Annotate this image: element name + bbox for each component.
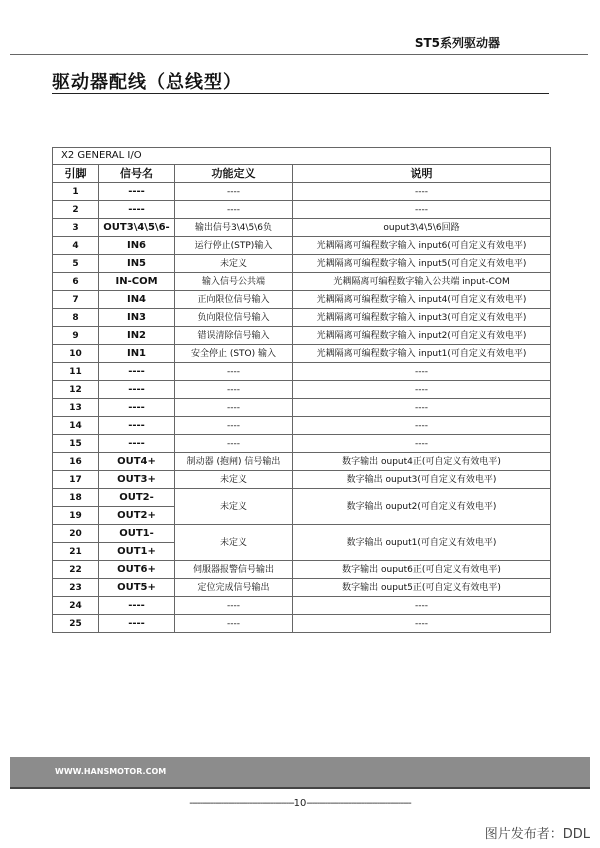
signal-name: IN6 <box>99 237 175 255</box>
table-row <box>53 579 551 597</box>
pin-number: 10 <box>53 345 99 363</box>
table-row <box>53 561 551 579</box>
signal-name: OUT4+ <box>99 453 175 471</box>
function-definition: ---- <box>175 363 293 381</box>
function-definition: 未定义 <box>175 471 293 489</box>
function-definition: 未定义 <box>175 255 293 273</box>
column-header-signal: 信号名 <box>99 165 175 183</box>
table-row <box>53 309 551 327</box>
signal-name: ---- <box>99 597 175 615</box>
function-definition: ---- <box>175 399 293 417</box>
signal-name: IN1 <box>99 345 175 363</box>
pin-number: 23 <box>53 579 99 597</box>
table-row <box>53 597 551 615</box>
signal-name: OUT2+ <box>99 507 175 525</box>
pin-number: 5 <box>53 255 99 273</box>
signal-name: ---- <box>99 615 175 633</box>
pin-table <box>52 147 551 633</box>
pin-number: 2 <box>53 201 99 219</box>
table-header-row <box>53 165 551 183</box>
description: 数字输出 ouput1(可自定义有效电平) <box>293 525 551 561</box>
signal-name: ---- <box>99 417 175 435</box>
description: ---- <box>293 399 551 417</box>
description: 光耦隔离可编程数字输入 input2(可自定义有效电平) <box>293 327 551 345</box>
function-definition: 正向限位信号输入 <box>175 291 293 309</box>
function-definition: ---- <box>175 183 293 201</box>
description: 光耦隔离可编程数字输入公共端 input-COM <box>293 273 551 291</box>
column-header-function: 功能定义 <box>175 165 293 183</box>
function-definition: ---- <box>175 417 293 435</box>
pin-number: 18 <box>53 489 99 507</box>
description: ---- <box>293 417 551 435</box>
function-definition: 伺服器报警信号输出 <box>175 561 293 579</box>
function-definition: 负向限位信号输入 <box>175 309 293 327</box>
pin-number: 3 <box>53 219 99 237</box>
signal-name: ---- <box>99 363 175 381</box>
description: ---- <box>293 597 551 615</box>
signal-name: IN3 <box>99 309 175 327</box>
function-definition: ---- <box>175 381 293 399</box>
pin-number: 11 <box>53 363 99 381</box>
description: 数字输出 ouput6正(可自定义有效电平) <box>293 561 551 579</box>
table-row <box>53 453 551 471</box>
description: 光耦隔离可编程数字输入 input4(可自定义有效电平) <box>293 291 551 309</box>
function-definition: 安全停止 (STO) 输入 <box>175 345 293 363</box>
signal-name: ---- <box>99 435 175 453</box>
function-definition: ---- <box>175 435 293 453</box>
function-definition: 未定义 <box>175 525 293 561</box>
description: 数字输出 ouput5正(可自定义有效电平) <box>293 579 551 597</box>
table-row <box>53 435 551 453</box>
function-definition: 错误清除信号输入 <box>175 327 293 345</box>
function-definition: 制动器 (抱闸) 信号输出 <box>175 453 293 471</box>
footer-page-number <box>26 798 574 809</box>
description: ---- <box>293 183 551 201</box>
pin-number: 1 <box>53 183 99 201</box>
pin-number: 16 <box>53 453 99 471</box>
table-row <box>53 255 551 273</box>
pin-number: 6 <box>53 273 99 291</box>
pin-number: 12 <box>53 381 99 399</box>
function-definition: 输入信号公共端 <box>175 273 293 291</box>
pin-number: 8 <box>53 309 99 327</box>
description: 数字输出 ouput4正(可自定义有效电平) <box>293 453 551 471</box>
description: 光耦隔离可编程数字输入 input3(可自定义有效电平) <box>293 309 551 327</box>
pin-number: 9 <box>53 327 99 345</box>
signal-name: ---- <box>99 381 175 399</box>
column-header-description: 说明 <box>293 165 551 183</box>
signal-name: OUT6+ <box>99 561 175 579</box>
table-row <box>53 615 551 633</box>
signal-name: ---- <box>99 399 175 417</box>
function-definition: ---- <box>175 201 293 219</box>
table-row <box>53 291 551 309</box>
function-definition: ---- <box>175 597 293 615</box>
table-row <box>53 327 551 345</box>
function-definition: 运行停止(STP)输入 <box>175 237 293 255</box>
pin-number: 25 <box>53 615 99 633</box>
signal-name: OUT1+ <box>99 543 175 561</box>
description: 光耦隔离可编程数字输入 input5(可自定义有效电平) <box>293 255 551 273</box>
pin-number: 14 <box>53 417 99 435</box>
function-definition: 定位完成信号输出 <box>175 579 293 597</box>
pin-number: 20 <box>53 525 99 543</box>
signal-name: IN-COM <box>99 273 175 291</box>
signal-name: OUT5+ <box>99 579 175 597</box>
pin-number: 22 <box>53 561 99 579</box>
table-row <box>53 183 551 201</box>
table-caption: X2 GENERAL I/O <box>53 148 551 165</box>
footer-dashes-right: ---------------------------------------- <box>306 798 411 809</box>
table-row <box>53 201 551 219</box>
table-row <box>53 525 551 543</box>
signal-name: IN5 <box>99 255 175 273</box>
description: ---- <box>293 435 551 453</box>
pin-number: 7 <box>53 291 99 309</box>
function-definition: 未定义 <box>175 489 293 525</box>
publisher-watermark: 图片发布者：DDL <box>484 827 590 842</box>
signal-name: IN4 <box>99 291 175 309</box>
pin-number: 15 <box>53 435 99 453</box>
page-number: 10 <box>293 798 307 809</box>
pin-number: 4 <box>53 237 99 255</box>
header-divider <box>10 54 588 55</box>
table-row <box>53 471 551 489</box>
description: ouput3\4\5\6回路 <box>293 219 551 237</box>
table-row <box>53 399 551 417</box>
title-underline <box>52 93 549 94</box>
signal-name: ---- <box>99 201 175 219</box>
function-definition: ---- <box>175 615 293 633</box>
description: ---- <box>293 615 551 633</box>
table-row <box>53 363 551 381</box>
column-header-pin: 引脚 <box>53 165 99 183</box>
signal-name: OUT3+ <box>99 471 175 489</box>
description: 数字输出 ouput2(可自定义有效电平) <box>293 489 551 525</box>
description: 光耦隔离可编程数字输入 input6(可自定义有效电平) <box>293 237 551 255</box>
table-row <box>53 417 551 435</box>
description: ---- <box>293 363 551 381</box>
table-row <box>53 219 551 237</box>
description: 数字输出 ouput3(可自定义有效电平) <box>293 471 551 489</box>
table-row <box>53 381 551 399</box>
pin-number: 19 <box>53 507 99 525</box>
description: ---- <box>293 381 551 399</box>
table-row <box>53 273 551 291</box>
function-definition: 输出信号3\4\5\6负 <box>175 219 293 237</box>
signal-name: OUT3\4\5\6- <box>99 219 175 237</box>
pin-number: 13 <box>53 399 99 417</box>
pin-number: 17 <box>53 471 99 489</box>
signal-name: ---- <box>99 183 175 201</box>
signal-name: OUT1- <box>99 525 175 543</box>
table-row <box>53 489 551 507</box>
signal-name: OUT2- <box>99 489 175 507</box>
footer-dashes-left: ---------------------------------------- <box>189 798 294 809</box>
footer-url: WWW.HANSMOTOR.COM <box>55 767 167 776</box>
header-series-title: ST5系列驱动器 <box>414 36 500 50</box>
pin-number: 21 <box>53 543 99 561</box>
page-title: 驱动器配线（总线型） <box>52 72 242 93</box>
description: 光耦隔离可编程数字输入 input1(可自定义有效电平) <box>293 345 551 363</box>
signal-name: IN2 <box>99 327 175 345</box>
table-row <box>53 345 551 363</box>
table-row <box>53 237 551 255</box>
pin-number: 24 <box>53 597 99 615</box>
description: ---- <box>293 201 551 219</box>
